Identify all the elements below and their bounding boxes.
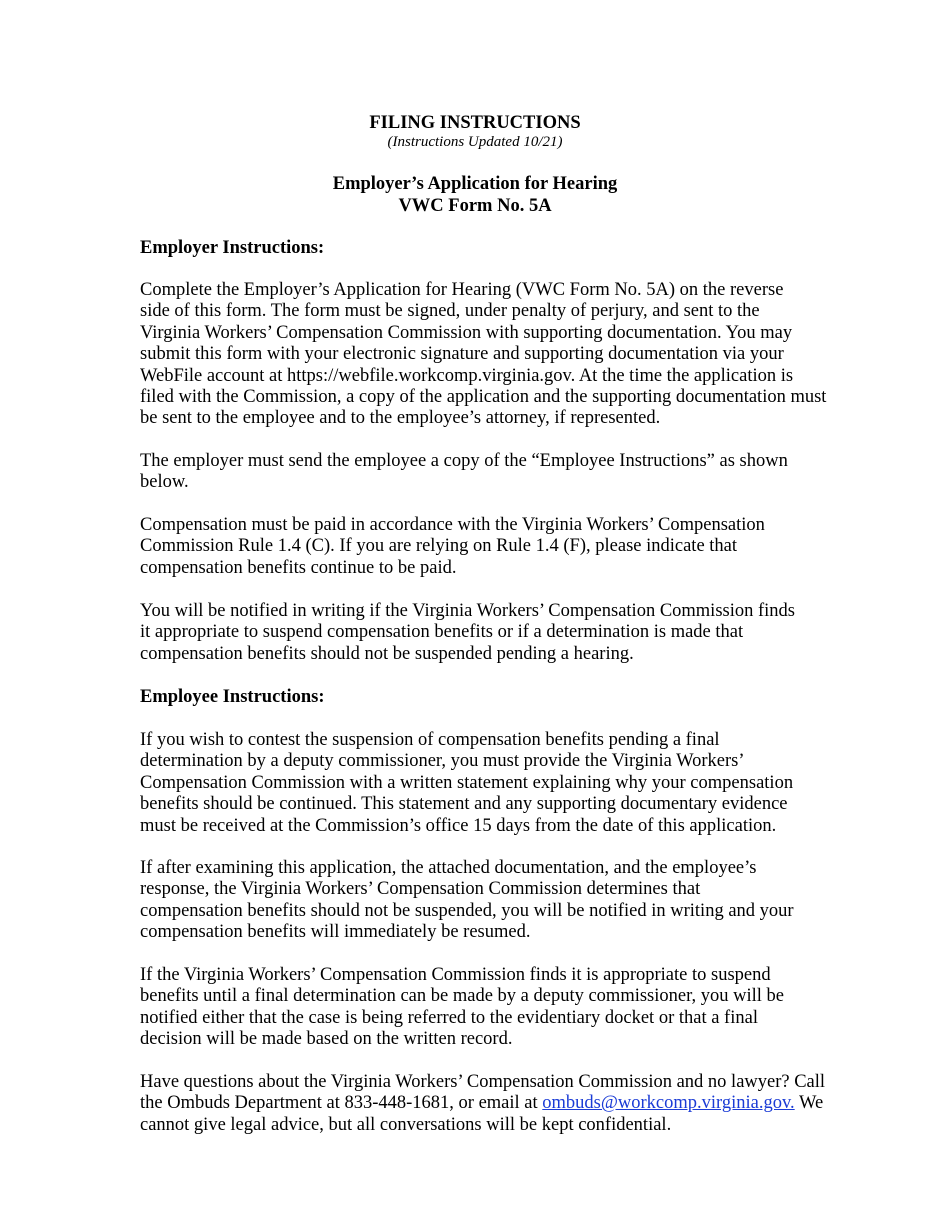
employer-paragraph-2 (140, 451, 840, 494)
text-line: filed with the Commission, a copy of the application and the supporting documentation must (140, 387, 827, 408)
text-line: If the Virginia Workers’ Compensation Commission finds it is appropriate to suspend (140, 965, 771, 985)
text-line: benefits should be continued. This statement and any supporting documentary evidence (140, 794, 788, 815)
form-title-line-1: Employer’s Application for Hearing (332, 174, 618, 194)
text-line: must be received at the Commission’s office 15 days from the date of this application. (140, 815, 777, 836)
text-line: be sent to the employee and to the employee’s attorney, if represented. (140, 408, 661, 429)
text-line: submit this form with your electronic signature and supporting documentation via your (140, 344, 784, 365)
employer-instructions-heading: Employer Instructions: (140, 238, 325, 258)
form-title (140, 173, 810, 217)
text-line: it appropriate to suspend compensation benefits or if a determination is made that (140, 622, 744, 643)
text-segment: the Ombuds Department at 833-448-1681, or email at (140, 1093, 543, 1114)
employee-instructions-heading: Employee Instructions: (140, 687, 325, 707)
text-line: If after examining this application, the attached documentation, and the employee’s (140, 858, 757, 878)
text-line: Commission Rule 1.4 (C). If you are relying on Rule 1.4 (F), please indicate that (140, 536, 738, 557)
text-line: Have questions about the Virginia Workers’ Compensation Commission and no lawyer? Call (140, 1072, 826, 1092)
text-line: Complete the Employer’s Application for Hearing (VWC Form No. 5A) on the reverse (140, 280, 784, 300)
text-line: compensation benefits continue to be paid. (140, 557, 457, 578)
text-line: If you wish to contest the suspension of compensation benefits pending a final (140, 730, 720, 750)
text-line: WebFile account at https://webfile.workcomp.virginia.gov. At the time the application is (140, 365, 794, 386)
employee-paragraph-3 (140, 965, 840, 1051)
text-segment: We (794, 1093, 824, 1114)
ombuds-paragraph (140, 1072, 840, 1136)
text-line: below. (140, 472, 189, 493)
text-line: determination by a deputy commissioner, you must provide the Virginia Workers’ (140, 751, 745, 772)
employer-paragraph-4 (140, 601, 840, 665)
text-line: Compensation Commission with a written statement explaining why your compensation (140, 772, 794, 793)
text-line: benefits until a final determination can be made by a deputy commissioner, you will be (140, 986, 785, 1007)
text-line: response, the Virginia Workers’ Compensation Commission determines that (140, 879, 701, 900)
text-line: side of this form. The form must be signed, under penalty of perjury, and sent to the (140, 301, 760, 322)
employer-paragraph-1 (140, 280, 840, 430)
form-title-line-2: VWC Form No. 5A (398, 196, 552, 216)
instructions-updated-note: (Instructions Updated 10/21) (387, 134, 563, 150)
text-line: notified either that the case is being referred to the evidentiary docket or that a final (140, 1007, 758, 1028)
text-line: Virginia Workers’ Compensation Commission with supporting documentation. You may (140, 322, 793, 343)
text-line: The employer must send the employee a copy of the “Employee Instructions” as shown (140, 451, 788, 471)
text-line: compensation benefits will immediately be resumed. (140, 922, 531, 943)
text-line: You will be notified in writing if the Virginia Workers’ Compensation Commission finds (140, 601, 795, 621)
text-line: decision will be made based on the written record. (140, 1029, 513, 1050)
ombuds-email-link[interactable]: ombuds@workcomp.virginia.gov. (542, 1093, 795, 1114)
employer-paragraph-3 (140, 515, 840, 579)
text-line: cannot give legal advice, but all conversations will be kept confidential. (140, 1114, 672, 1135)
text-line: Compensation must be paid in accordance with the Virginia Workers’ Compensation (140, 515, 765, 535)
text-line: compensation benefits should not be suspended pending a hearing. (140, 643, 634, 664)
text-line: compensation benefits should not be suspended, you will be notified in writing and your (140, 900, 794, 921)
employee-paragraph-2 (140, 858, 840, 944)
employee-paragraph-1 (140, 730, 840, 837)
document-title: FILING INSTRUCTIONS (369, 113, 581, 133)
text-line (140, 1093, 840, 1114)
